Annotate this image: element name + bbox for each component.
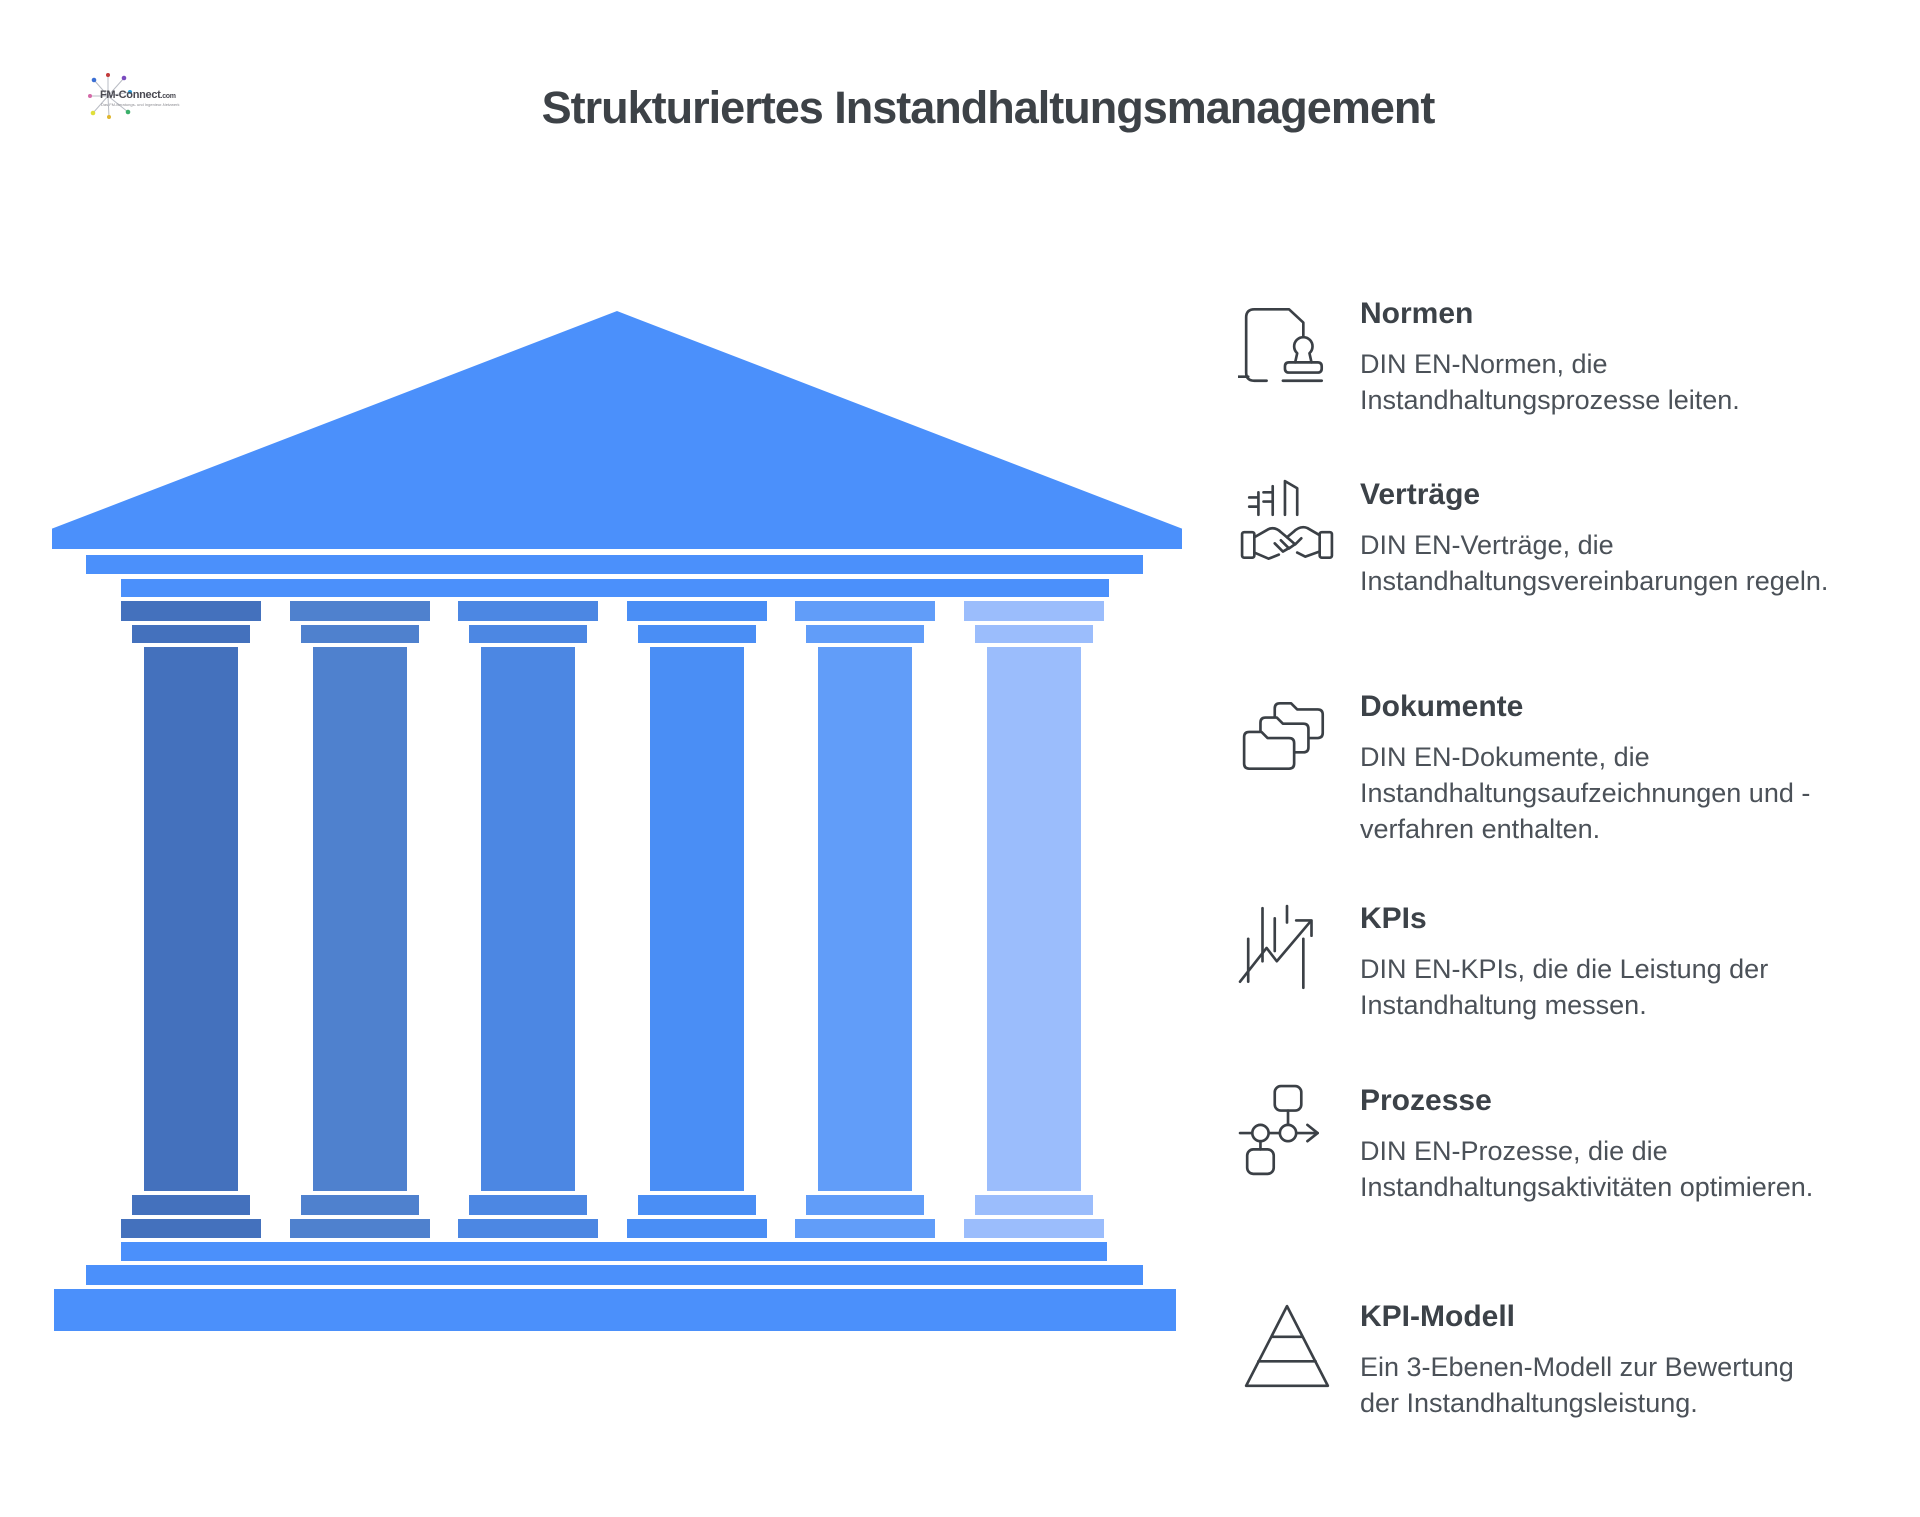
item-heading: Prozesse <box>1360 1084 1492 1117</box>
item-heading: KPIs <box>1360 902 1427 935</box>
list-item-vertraege <box>1238 476 1858 599</box>
item-description: DIN EN-Normen, die Instandhaltungsprozesse leiten. <box>1360 349 1740 415</box>
temple-step-top <box>120 1241 1108 1262</box>
temple-architrave <box>85 554 1144 575</box>
temple-pillar <box>626 600 768 1239</box>
contract-handshake-icon <box>1238 476 1336 574</box>
temple-pillar <box>457 600 599 1239</box>
temple-pillars <box>120 600 1105 1239</box>
kpi-chart-arrow-icon <box>1238 900 1336 998</box>
page-title: Strukturiertes Instandhaltungsmanagement <box>541 82 1435 133</box>
temple-frieze <box>120 578 1110 598</box>
temple-step-bottom <box>53 1288 1177 1332</box>
item-description: Ein 3-Ebenen-Modell zur Bewertung der Instandhaltungsleistung. <box>1360 1352 1794 1418</box>
item-description: DIN EN-KPIs, die die Leistung der Instandhaltung messen. <box>1360 954 1769 1020</box>
logo-wordmark: FM-Connect.com <box>100 89 176 101</box>
item-heading: Dokumente <box>1360 690 1524 723</box>
logo-tagline: Das FM-Beratungs- und Ingenieur-Netzwerk <box>101 102 180 107</box>
list-item-normen <box>1238 295 1858 418</box>
list-item-prozesse <box>1238 1082 1858 1205</box>
temple-pillar <box>794 600 936 1239</box>
list-item-kpi-modell <box>1238 1298 1858 1421</box>
item-heading: Verträge <box>1360 478 1481 511</box>
item-description: DIN EN-Dokumente, die Instandhaltungsaufzeichnungen und -verfahren enthalten. <box>1360 742 1811 844</box>
folders-icon <box>1238 688 1336 786</box>
temple-roof <box>51 310 1183 550</box>
item-heading: KPI-Modell <box>1360 1300 1515 1333</box>
list-item-kpis <box>1238 900 1858 1023</box>
temple-pillar <box>963 600 1105 1239</box>
list-item-dokumente <box>1238 688 1858 847</box>
item-heading: Normen <box>1360 297 1474 330</box>
document-stamp-icon <box>1238 295 1336 393</box>
item-description: DIN EN-Verträge, die Instandhaltungsvereinbarungen regeln. <box>1360 530 1829 596</box>
temple-step-middle <box>85 1264 1144 1286</box>
temple-pillar <box>289 600 431 1239</box>
temple-illustration <box>51 310 1183 1334</box>
process-flow-icon <box>1238 1082 1336 1180</box>
pyramid-icon <box>1238 1298 1336 1396</box>
temple-pillar <box>120 600 262 1239</box>
item-description: DIN EN-Prozesse, die die Instandhaltungsaktivitäten optimieren. <box>1360 1136 1814 1202</box>
